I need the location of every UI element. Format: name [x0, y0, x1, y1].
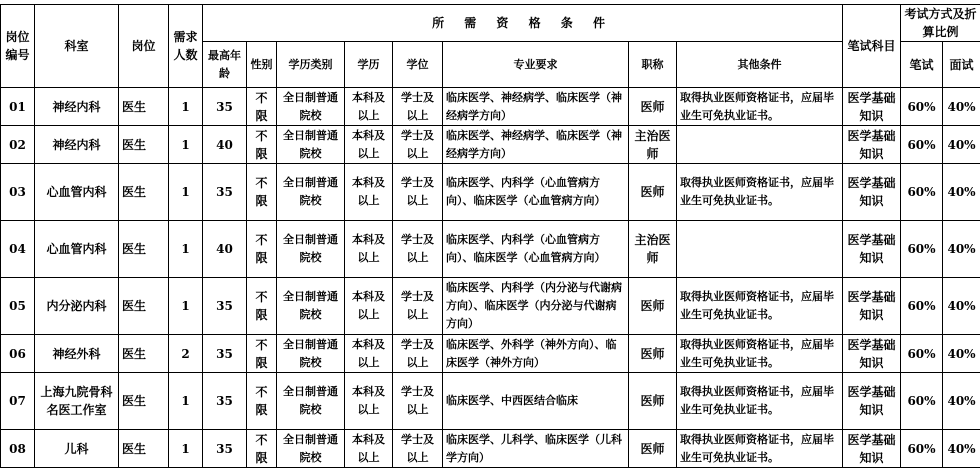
department: 神经外科: [35, 335, 119, 373]
max-age: 35: [203, 164, 247, 221]
edu: 本科及以上: [345, 88, 393, 126]
department: 儿科: [35, 430, 119, 468]
header-written: 笔试: [901, 42, 943, 88]
exam-subject: 医学基础知识: [843, 88, 901, 126]
written-ratio: 60%: [901, 335, 943, 373]
max-age: 35: [203, 278, 247, 335]
written-ratio: 60%: [901, 164, 943, 221]
post-code: 02: [1, 126, 35, 164]
major: 临床医学、内科学（心血管病方向）、临床医学（心血管病方向）: [443, 221, 629, 278]
major: 临床医学、儿科学、临床医学（儿科学方向）: [443, 430, 629, 468]
title: 医师: [629, 373, 677, 430]
post-code: 04: [1, 221, 35, 278]
other-conditions: [677, 126, 843, 164]
interview-ratio: 40%: [943, 126, 980, 164]
written-ratio: 60%: [901, 88, 943, 126]
post-code: 03: [1, 164, 35, 221]
header-exam-method: 考试方式及折算比例: [901, 5, 980, 42]
degree: 学士及以上: [393, 278, 443, 335]
department: 心血管内科: [35, 164, 119, 221]
title: 医师: [629, 335, 677, 373]
gender: 不限: [247, 335, 277, 373]
max-age: 35: [203, 373, 247, 430]
edu-type: 全日制普通院校: [277, 335, 345, 373]
header-exam-subject: 笔试科目: [843, 5, 901, 88]
table-row: [1, 88, 980, 126]
header-edu-type: 学历类别: [277, 42, 345, 88]
gender: 不限: [247, 88, 277, 126]
table-row: [1, 373, 980, 430]
header-degree: 学位: [393, 42, 443, 88]
degree: 学士及以上: [393, 221, 443, 278]
max-age: 35: [203, 430, 247, 468]
other-conditions: 取得执业医师资格证书，应届毕业生可免执业证书。: [677, 335, 843, 373]
edu: 本科及以上: [345, 430, 393, 468]
header-title: 职称: [629, 42, 677, 88]
other-conditions: 取得执业医师资格证书，应届毕业生可免执业证书。: [677, 373, 843, 430]
count: 1: [169, 278, 203, 335]
header-conditions: 所 需 资 格 条 件: [203, 5, 843, 42]
written-ratio: 60%: [901, 221, 943, 278]
post-code: 01: [1, 88, 35, 126]
header-interview: 面试: [943, 42, 980, 88]
edu-type: 全日制普通院校: [277, 88, 345, 126]
table-row: [1, 430, 980, 468]
department: 神经内科: [35, 88, 119, 126]
table-row: [1, 164, 980, 221]
title: 医师: [629, 430, 677, 468]
exam-subject: 医学基础知识: [843, 164, 901, 221]
position: 医生: [119, 126, 169, 164]
other-conditions: 取得执业医师资格证书，应届毕业生可免执业证书。: [677, 164, 843, 221]
table-row: [1, 278, 980, 335]
major: 临床医学、中西医结合临床: [443, 373, 629, 430]
header-gender: 性别: [247, 42, 277, 88]
exam-subject: 医学基础知识: [843, 221, 901, 278]
interview-ratio: 40%: [943, 164, 980, 221]
other-conditions: 取得执业医师资格证书，应届毕业生可免执业证书。: [677, 278, 843, 335]
gender: 不限: [247, 164, 277, 221]
gender: 不限: [247, 126, 277, 164]
max-age: 35: [203, 88, 247, 126]
post-code: 07: [1, 373, 35, 430]
interview-ratio: 40%: [943, 430, 980, 468]
exam-subject: 医学基础知识: [843, 126, 901, 164]
title: 主治医师: [629, 221, 677, 278]
major: 临床医学、内科学（心血管病方向）、临床医学（心血管病方向）: [443, 164, 629, 221]
table-row: [1, 335, 980, 373]
count: 2: [169, 335, 203, 373]
exam-subject: 医学基础知识: [843, 278, 901, 335]
header-edu: 学历: [345, 42, 393, 88]
count: 1: [169, 126, 203, 164]
other-conditions: 取得执业医师资格证书，应届毕业生可免执业证书。: [677, 430, 843, 468]
title: 医师: [629, 88, 677, 126]
degree: 学士及以上: [393, 88, 443, 126]
title: 医师: [629, 278, 677, 335]
department: 神经内科: [35, 126, 119, 164]
major: 临床医学、内科学（内分泌与代谢病方向）、临床医学（内分泌与代谢病方向）: [443, 278, 629, 335]
degree: 学士及以上: [393, 430, 443, 468]
edu: 本科及以上: [345, 335, 393, 373]
post-code: 06: [1, 335, 35, 373]
table-row: [1, 126, 980, 164]
written-ratio: 60%: [901, 126, 943, 164]
written-ratio: 60%: [901, 373, 943, 430]
edu-type: 全日制普通院校: [277, 164, 345, 221]
count: 1: [169, 373, 203, 430]
max-age: 40: [203, 221, 247, 278]
header-department: 科室: [35, 5, 119, 88]
degree: 学士及以上: [393, 126, 443, 164]
post-code: 05: [1, 278, 35, 335]
position: 医生: [119, 221, 169, 278]
degree: 学士及以上: [393, 373, 443, 430]
header-other: 其他条件: [677, 42, 843, 88]
header-count: 需求人数: [169, 5, 203, 88]
position: 医生: [119, 373, 169, 430]
recruitment-table: [0, 4, 980, 468]
table-row: [1, 221, 980, 278]
other-conditions: [677, 221, 843, 278]
max-age: 40: [203, 126, 247, 164]
edu: 本科及以上: [345, 126, 393, 164]
count: 1: [169, 430, 203, 468]
edu: 本科及以上: [345, 373, 393, 430]
header-major: 专业要求: [443, 42, 629, 88]
position: 医生: [119, 335, 169, 373]
max-age: 35: [203, 335, 247, 373]
gender: 不限: [247, 373, 277, 430]
major: 临床医学、神经病学、临床医学（神经病学方向）: [443, 126, 629, 164]
title: 主治医师: [629, 126, 677, 164]
edu-type: 全日制普通院校: [277, 126, 345, 164]
header-max-age: 最高年龄: [203, 42, 247, 88]
count: 1: [169, 221, 203, 278]
edu-type: 全日制普通院校: [277, 430, 345, 468]
interview-ratio: 40%: [943, 278, 980, 335]
position: 医生: [119, 430, 169, 468]
exam-subject: 医学基础知识: [843, 430, 901, 468]
exam-subject: 医学基础知识: [843, 373, 901, 430]
edu-type: 全日制普通院校: [277, 373, 345, 430]
edu: 本科及以上: [345, 221, 393, 278]
position: 医生: [119, 278, 169, 335]
written-ratio: 60%: [901, 430, 943, 468]
header-post-code: 岗位编号: [1, 5, 35, 88]
title: 医师: [629, 164, 677, 221]
interview-ratio: 40%: [943, 221, 980, 278]
interview-ratio: 40%: [943, 88, 980, 126]
edu-type: 全日制普通院校: [277, 221, 345, 278]
gender: 不限: [247, 430, 277, 468]
written-ratio: 60%: [901, 278, 943, 335]
degree: 学士及以上: [393, 164, 443, 221]
position: 医生: [119, 164, 169, 221]
interview-ratio: 40%: [943, 373, 980, 430]
department: 上海九院骨科名医工作室: [35, 373, 119, 430]
gender: 不限: [247, 221, 277, 278]
edu: 本科及以上: [345, 278, 393, 335]
header-position: 岗位: [119, 5, 169, 88]
major: 临床医学、神经病学、临床医学（神经病学方向）: [443, 88, 629, 126]
gender: 不限: [247, 278, 277, 335]
interview-ratio: 40%: [943, 335, 980, 373]
department: 心血管内科: [35, 221, 119, 278]
edu-type: 全日制普通院校: [277, 278, 345, 335]
edu: 本科及以上: [345, 164, 393, 221]
count: 1: [169, 164, 203, 221]
department: 内分泌内科: [35, 278, 119, 335]
count: 1: [169, 88, 203, 126]
position: 医生: [119, 88, 169, 126]
other-conditions: 取得执业医师资格证书，应届毕业生可免执业证书。: [677, 88, 843, 126]
exam-subject: 医学基础知识: [843, 335, 901, 373]
degree: 学士及以上: [393, 335, 443, 373]
post-code: 08: [1, 430, 35, 468]
major: 临床医学、外科学（神外方向）、临床医学（神外方向）: [443, 335, 629, 373]
